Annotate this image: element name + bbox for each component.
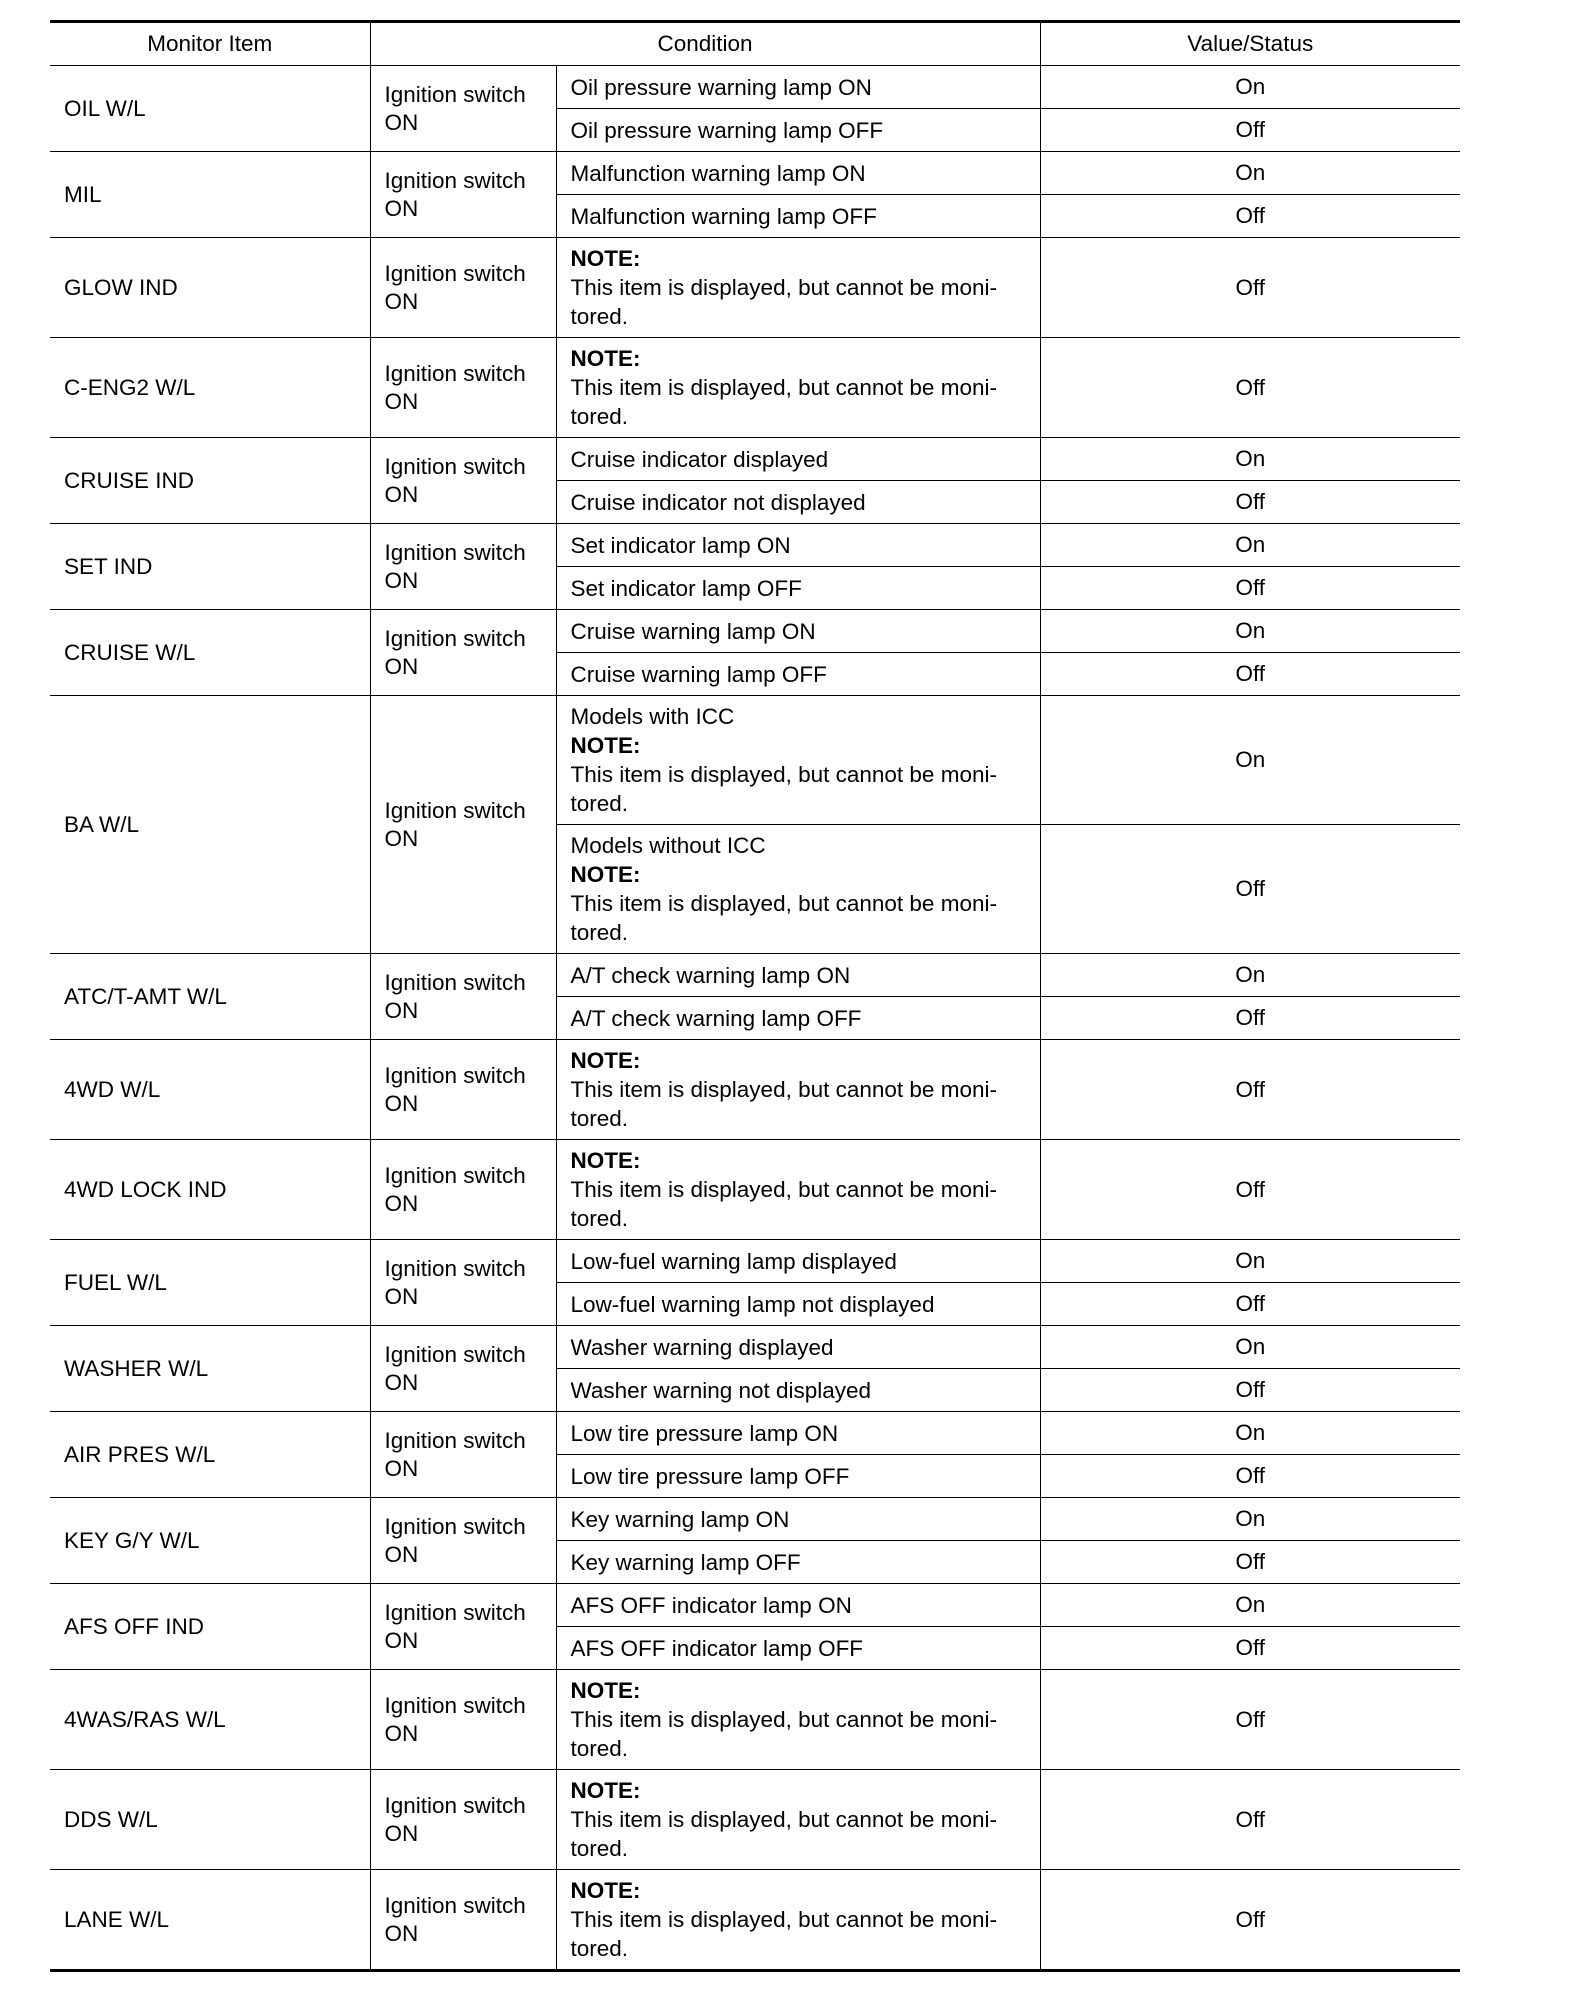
header-monitor-item: Monitor Item <box>50 22 370 66</box>
ignition-line-1: Ignition switch <box>384 539 526 565</box>
note-label: NOTE: <box>570 1148 641 1173</box>
note-text-line-1: This item is displayed, but cannot be moni- <box>570 762 997 787</box>
condition-note-cell <box>556 1870 1040 1971</box>
ignition-line-2: ON <box>384 1720 419 1746</box>
note-label: NOTE: <box>570 862 641 887</box>
value-cell: Off <box>1040 238 1460 338</box>
note-label: NOTE: <box>570 1778 641 1803</box>
table-row <box>50 1498 1460 1541</box>
ignition-line-2: ON <box>384 1920 419 1946</box>
ignition-line-2: ON <box>384 195 419 221</box>
ignition-line-2: ON <box>384 567 419 593</box>
ignition-condition-cell <box>370 954 556 1040</box>
condition-cell: AFS OFF indicator lamp OFF <box>556 1627 1040 1670</box>
ignition-condition-cell <box>370 524 556 610</box>
ignition-line-1: Ignition switch <box>384 1599 526 1625</box>
note-text-line-2: tored. <box>570 791 629 816</box>
condition-cell: A/T check warning lamp OFF <box>556 997 1040 1040</box>
condition-cell: Set indicator lamp ON <box>556 524 1040 567</box>
value-cell: Off <box>1040 1455 1460 1498</box>
monitor-item-cell: AIR PRES W/L <box>50 1412 370 1498</box>
monitor-item-cell: CRUISE IND <box>50 438 370 524</box>
ignition-line-2: ON <box>384 288 419 314</box>
ignition-line-2: ON <box>384 1627 419 1653</box>
monitor-item-cell: AFS OFF IND <box>50 1584 370 1670</box>
condition-cell: Set indicator lamp OFF <box>556 567 1040 610</box>
ignition-line-1: Ignition switch <box>384 453 526 479</box>
ignition-line-2: ON <box>384 1369 419 1395</box>
table-row <box>50 1140 1460 1240</box>
value-cell: Off <box>1040 1040 1460 1140</box>
ignition-line-2: ON <box>384 1820 419 1846</box>
ignition-line-1: Ignition switch <box>384 797 526 823</box>
header-condition: Condition <box>370 22 1040 66</box>
condition-cell: Oil pressure warning lamp OFF <box>556 109 1040 152</box>
value-cell: Off <box>1040 825 1460 954</box>
monitor-item-cell: CRUISE W/L <box>50 610 370 696</box>
table-row <box>50 1412 1460 1455</box>
condition-cell: Low tire pressure lamp OFF <box>556 1455 1040 1498</box>
monitor-item-cell: LANE W/L <box>50 1870 370 1971</box>
value-cell: On <box>1040 1412 1460 1455</box>
monitor-item-cell: WASHER W/L <box>50 1326 370 1412</box>
condition-note-cell <box>556 1140 1040 1240</box>
ignition-line-2: ON <box>384 1455 419 1481</box>
table-row <box>50 1670 1460 1770</box>
ignition-line-1: Ignition switch <box>384 1341 526 1367</box>
ignition-line-1: Ignition switch <box>384 81 526 107</box>
note-text-line-2: tored. <box>570 1836 629 1861</box>
ignition-line-1: Ignition switch <box>384 260 526 286</box>
value-cell: Off <box>1040 338 1460 438</box>
condition-cell: Low tire pressure lamp ON <box>556 1412 1040 1455</box>
value-cell: On <box>1040 696 1460 825</box>
ignition-condition-cell <box>370 66 556 152</box>
condition-cell: Low-fuel warning lamp displayed <box>556 1240 1040 1283</box>
condition-cell: Cruise warning lamp OFF <box>556 653 1040 696</box>
note-label: NOTE: <box>570 1048 641 1073</box>
table-row <box>50 152 1460 195</box>
note-text-line-2: tored. <box>570 1206 629 1231</box>
value-cell: Off <box>1040 481 1460 524</box>
ignition-line-2: ON <box>384 481 419 507</box>
table-row <box>50 610 1460 653</box>
monitor-item-cell: DDS W/L <box>50 1770 370 1870</box>
ignition-line-2: ON <box>384 388 419 414</box>
ignition-line-1: Ignition switch <box>384 1692 526 1718</box>
condition-cell: Washer warning displayed <box>556 1326 1040 1369</box>
value-cell: Off <box>1040 1870 1460 1971</box>
table-row <box>50 238 1460 338</box>
table-row <box>50 1870 1460 1971</box>
condition-note-cell <box>556 696 1040 825</box>
value-cell: Off <box>1040 567 1460 610</box>
monitor-item-cell: SET IND <box>50 524 370 610</box>
note-text-line-2: tored. <box>570 1736 629 1761</box>
header-value-status: Value/Status <box>1040 22 1460 66</box>
ignition-line-2: ON <box>384 109 419 135</box>
condition-cell: Cruise indicator displayed <box>556 438 1040 481</box>
monitor-item-cell: C-ENG2 W/L <box>50 338 370 438</box>
note-text-line-2: tored. <box>570 1936 629 1961</box>
note-text-line-1: This item is displayed, but cannot be moni- <box>570 1807 997 1832</box>
table-row <box>50 1240 1460 1283</box>
ignition-line-1: Ignition switch <box>384 1427 526 1453</box>
ignition-condition-cell <box>370 438 556 524</box>
value-cell: Off <box>1040 1627 1460 1670</box>
condition-cell: Malfunction warning lamp ON <box>556 152 1040 195</box>
value-cell: Off <box>1040 653 1460 696</box>
table-row <box>50 1040 1460 1140</box>
note-text-line-2: tored. <box>570 920 629 945</box>
note-text-line-2: tored. <box>570 1106 629 1131</box>
condition-cell: Low-fuel warning lamp not displayed <box>556 1283 1040 1326</box>
note-text-line-1: This item is displayed, but cannot be moni- <box>570 891 997 916</box>
condition-cell: Oil pressure warning lamp ON <box>556 66 1040 109</box>
note-text-line-2: tored. <box>570 404 629 429</box>
note-label: NOTE: <box>570 346 641 371</box>
value-cell: On <box>1040 610 1460 653</box>
table-row <box>50 338 1460 438</box>
ignition-condition-cell <box>370 1412 556 1498</box>
ignition-line-1: Ignition switch <box>384 1513 526 1539</box>
model-condition: Models without ICC <box>570 833 766 858</box>
monitor-item-table <box>50 20 1460 1972</box>
ignition-line-1: Ignition switch <box>384 1792 526 1818</box>
monitor-item-cell: 4WD LOCK IND <box>50 1140 370 1240</box>
ignition-condition-cell <box>370 1670 556 1770</box>
note-text-line-1: This item is displayed, but cannot be moni- <box>570 1177 997 1202</box>
value-cell: Off <box>1040 195 1460 238</box>
monitor-item-cell: MIL <box>50 152 370 238</box>
ignition-condition-cell <box>370 238 556 338</box>
ignition-line-2: ON <box>384 1190 419 1216</box>
table-row <box>50 696 1460 825</box>
note-label: NOTE: <box>570 246 641 271</box>
value-cell: On <box>1040 524 1460 567</box>
monitor-item-cell: FUEL W/L <box>50 1240 370 1326</box>
value-cell: Off <box>1040 1140 1460 1240</box>
value-cell: On <box>1040 1240 1460 1283</box>
table-row <box>50 524 1460 567</box>
note-text-line-2: tored. <box>570 304 629 329</box>
ignition-line-2: ON <box>384 997 419 1023</box>
ignition-condition-cell <box>370 1240 556 1326</box>
ignition-condition-cell <box>370 1584 556 1670</box>
value-cell: Off <box>1040 1670 1460 1770</box>
value-cell: On <box>1040 954 1460 997</box>
table-row <box>50 1584 1460 1627</box>
monitor-item-cell: OIL W/L <box>50 66 370 152</box>
value-cell: Off <box>1040 997 1460 1040</box>
condition-cell: A/T check warning lamp ON <box>556 954 1040 997</box>
monitor-item-cell: GLOW IND <box>50 238 370 338</box>
ignition-line-1: Ignition switch <box>384 1892 526 1918</box>
value-cell: On <box>1040 438 1460 481</box>
condition-note-cell <box>556 1670 1040 1770</box>
ignition-line-1: Ignition switch <box>384 1162 526 1188</box>
condition-note-cell <box>556 1040 1040 1140</box>
note-text-line-1: This item is displayed, but cannot be moni- <box>570 375 997 400</box>
table-header-row <box>50 22 1460 66</box>
value-cell: Off <box>1040 1770 1460 1870</box>
ignition-condition-cell <box>370 1870 556 1971</box>
model-condition: Models with ICC <box>570 704 735 729</box>
value-cell: Off <box>1040 1369 1460 1412</box>
ignition-condition-cell <box>370 1770 556 1870</box>
ignition-line-1: Ignition switch <box>384 625 526 651</box>
note-text-line-1: This item is displayed, but cannot be moni- <box>570 275 997 300</box>
value-cell: On <box>1040 66 1460 109</box>
table-row <box>50 66 1460 109</box>
value-cell: On <box>1040 1498 1460 1541</box>
table-row <box>50 1770 1460 1870</box>
note-text-line-1: This item is displayed, but cannot be moni- <box>570 1707 997 1732</box>
ignition-line-1: Ignition switch <box>384 360 526 386</box>
note-text-line-1: This item is displayed, but cannot be moni- <box>570 1907 997 1932</box>
condition-cell: Key warning lamp ON <box>556 1498 1040 1541</box>
ignition-line-2: ON <box>384 1090 419 1116</box>
ignition-condition-cell <box>370 1326 556 1412</box>
table-row <box>50 954 1460 997</box>
note-label: NOTE: <box>570 1878 641 1903</box>
value-cell: On <box>1040 1326 1460 1369</box>
condition-cell: Cruise warning lamp ON <box>556 610 1040 653</box>
monitor-item-cell: 4WAS/RAS W/L <box>50 1670 370 1770</box>
note-label: NOTE: <box>570 1678 641 1703</box>
ignition-line-1: Ignition switch <box>384 1255 526 1281</box>
condition-note-cell <box>556 338 1040 438</box>
note-text-line-1: This item is displayed, but cannot be moni- <box>570 1077 997 1102</box>
value-cell: On <box>1040 152 1460 195</box>
monitor-item-cell: BA W/L <box>50 696 370 954</box>
condition-note-cell <box>556 238 1040 338</box>
ignition-line-1: Ignition switch <box>384 167 526 193</box>
ignition-line-2: ON <box>384 825 419 851</box>
condition-cell: Key warning lamp OFF <box>556 1541 1040 1584</box>
ignition-line-2: ON <box>384 1283 419 1309</box>
ignition-condition-cell <box>370 1040 556 1140</box>
condition-note-cell <box>556 825 1040 954</box>
value-cell: Off <box>1040 1541 1460 1584</box>
note-label: NOTE: <box>570 733 641 758</box>
ignition-condition-cell <box>370 152 556 238</box>
ignition-line-1: Ignition switch <box>384 969 526 995</box>
ignition-condition-cell <box>370 696 556 954</box>
ignition-condition-cell <box>370 1140 556 1240</box>
value-cell: Off <box>1040 109 1460 152</box>
ignition-condition-cell <box>370 610 556 696</box>
condition-cell: AFS OFF indicator lamp ON <box>556 1584 1040 1627</box>
value-cell: Off <box>1040 1283 1460 1326</box>
monitor-item-cell: ATC/T-AMT W/L <box>50 954 370 1040</box>
table-row <box>50 438 1460 481</box>
condition-note-cell <box>556 1770 1040 1870</box>
condition-cell: Washer warning not displayed <box>556 1369 1040 1412</box>
ignition-line-1: Ignition switch <box>384 1062 526 1088</box>
value-cell: On <box>1040 1584 1460 1627</box>
ignition-line-2: ON <box>384 1541 419 1567</box>
table-row <box>50 1326 1460 1369</box>
condition-cell: Malfunction warning lamp OFF <box>556 195 1040 238</box>
monitor-item-cell: KEY G/Y W/L <box>50 1498 370 1584</box>
ignition-line-2: ON <box>384 653 419 679</box>
document-page <box>50 20 1460 1972</box>
ignition-condition-cell <box>370 338 556 438</box>
ignition-condition-cell <box>370 1498 556 1584</box>
condition-cell: Cruise indicator not displayed <box>556 481 1040 524</box>
monitor-item-cell: 4WD W/L <box>50 1040 370 1140</box>
